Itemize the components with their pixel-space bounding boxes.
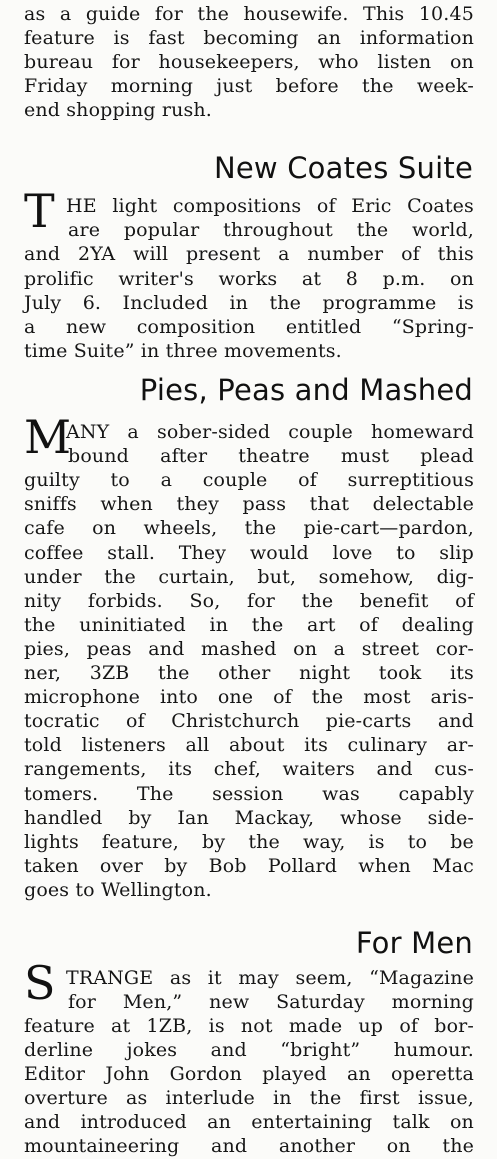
- paragraph-line: coffee stall. They would love to slip: [24, 542, 474, 564]
- paragraph-line: are popular throughout the world,: [68, 219, 474, 241]
- drop-cap: T: [24, 184, 55, 238]
- paragraph-line: goes to Wellington.: [24, 879, 212, 901]
- paragraph-line: bound after theatre must plead: [68, 445, 474, 467]
- paragraph-line: and 2YA will present a number of this: [24, 243, 474, 265]
- intro-line: bureau for housekeepers, who listen on: [24, 51, 474, 73]
- section-heading-new-coates-suite: New Coates Suite: [213, 151, 473, 185]
- paragraph-line: mountaineering and another on the: [24, 1135, 474, 1157]
- paragraph-line: tomers. The session was capably: [24, 783, 474, 805]
- paragraph-line: and introduced an entertaining talk on: [24, 1111, 474, 1133]
- intro-line: Friday morning just before the week-: [24, 75, 474, 97]
- paragraph-line: overture as interlude in the first issue,: [24, 1087, 474, 1109]
- paragraph-line: HE light compositions of Eric Coates: [66, 195, 474, 217]
- intro-line: feature is fast becoming an information: [24, 27, 474, 49]
- paragraph-line: rangements, its chef, waiters and cus-: [24, 758, 474, 780]
- paragraph-line: lights feature, by the way, is to be: [24, 831, 474, 853]
- paragraph-line: TRANGE as it may seem, “Magazine: [66, 967, 474, 989]
- paragraph-line: July 6. Included in the programme is: [24, 292, 474, 314]
- paragraph-line: pies, peas and mashed on a street cor-: [24, 638, 474, 660]
- paragraph-line: handled by Ian Mackay, whose side-: [24, 807, 474, 829]
- paragraph-line: ANY a sober-sided couple homeward: [66, 421, 474, 443]
- section-heading-pies-peas-mashed: Pies, Peas and Mashed: [139, 373, 473, 407]
- paragraph-line: derline jokes and “bright” humour.: [24, 1039, 474, 1061]
- paragraph-line: taken over by Bob Pollard when Mac: [24, 855, 474, 877]
- paragraph-line: feature at 1ZB, is not made up of bor-: [24, 1015, 474, 1037]
- paragraph-line: sniffs when they pass that delectable: [24, 493, 474, 515]
- paragraph-line: a new composition entitled “Spring-: [24, 316, 474, 338]
- paragraph-line: tocratic of Christchurch pie-carts and: [24, 710, 474, 732]
- paragraph-line: cafe on wheels, the pie-cart—pardon,: [24, 517, 474, 539]
- paragraph-line: guilty to a couple of surreptitious: [24, 469, 474, 491]
- paragraph-line: for Men,” new Saturday morning: [68, 991, 474, 1013]
- paragraph-line: prolific writer's works at 8 p.m. on: [24, 268, 474, 290]
- intro-line: as a guide for the housewife. This 10.45: [24, 3, 474, 25]
- paragraph-line: the uninitiated in the art of dealing: [24, 614, 474, 636]
- paragraph-line: microphone into one of the most aris-: [24, 686, 474, 708]
- paragraph-line: told listeners all about its culinary ar-: [24, 734, 474, 756]
- paragraph-line: Editor John Gordon played an operetta: [24, 1063, 474, 1085]
- section-heading-for-men: For Men: [355, 926, 473, 960]
- intro-line: end shopping rush.: [24, 99, 212, 121]
- drop-cap: S: [24, 956, 56, 1010]
- paragraph-line: time Suite” in three movements.: [24, 340, 342, 362]
- paragraph-line: nity forbids. So, for the benefit of: [24, 590, 474, 612]
- drop-cap: M: [24, 410, 72, 464]
- paragraph-line: under the curtain, but, somehow, dig-: [24, 566, 474, 588]
- paragraph-line: ner, 3ZB the other night took its: [24, 662, 474, 684]
